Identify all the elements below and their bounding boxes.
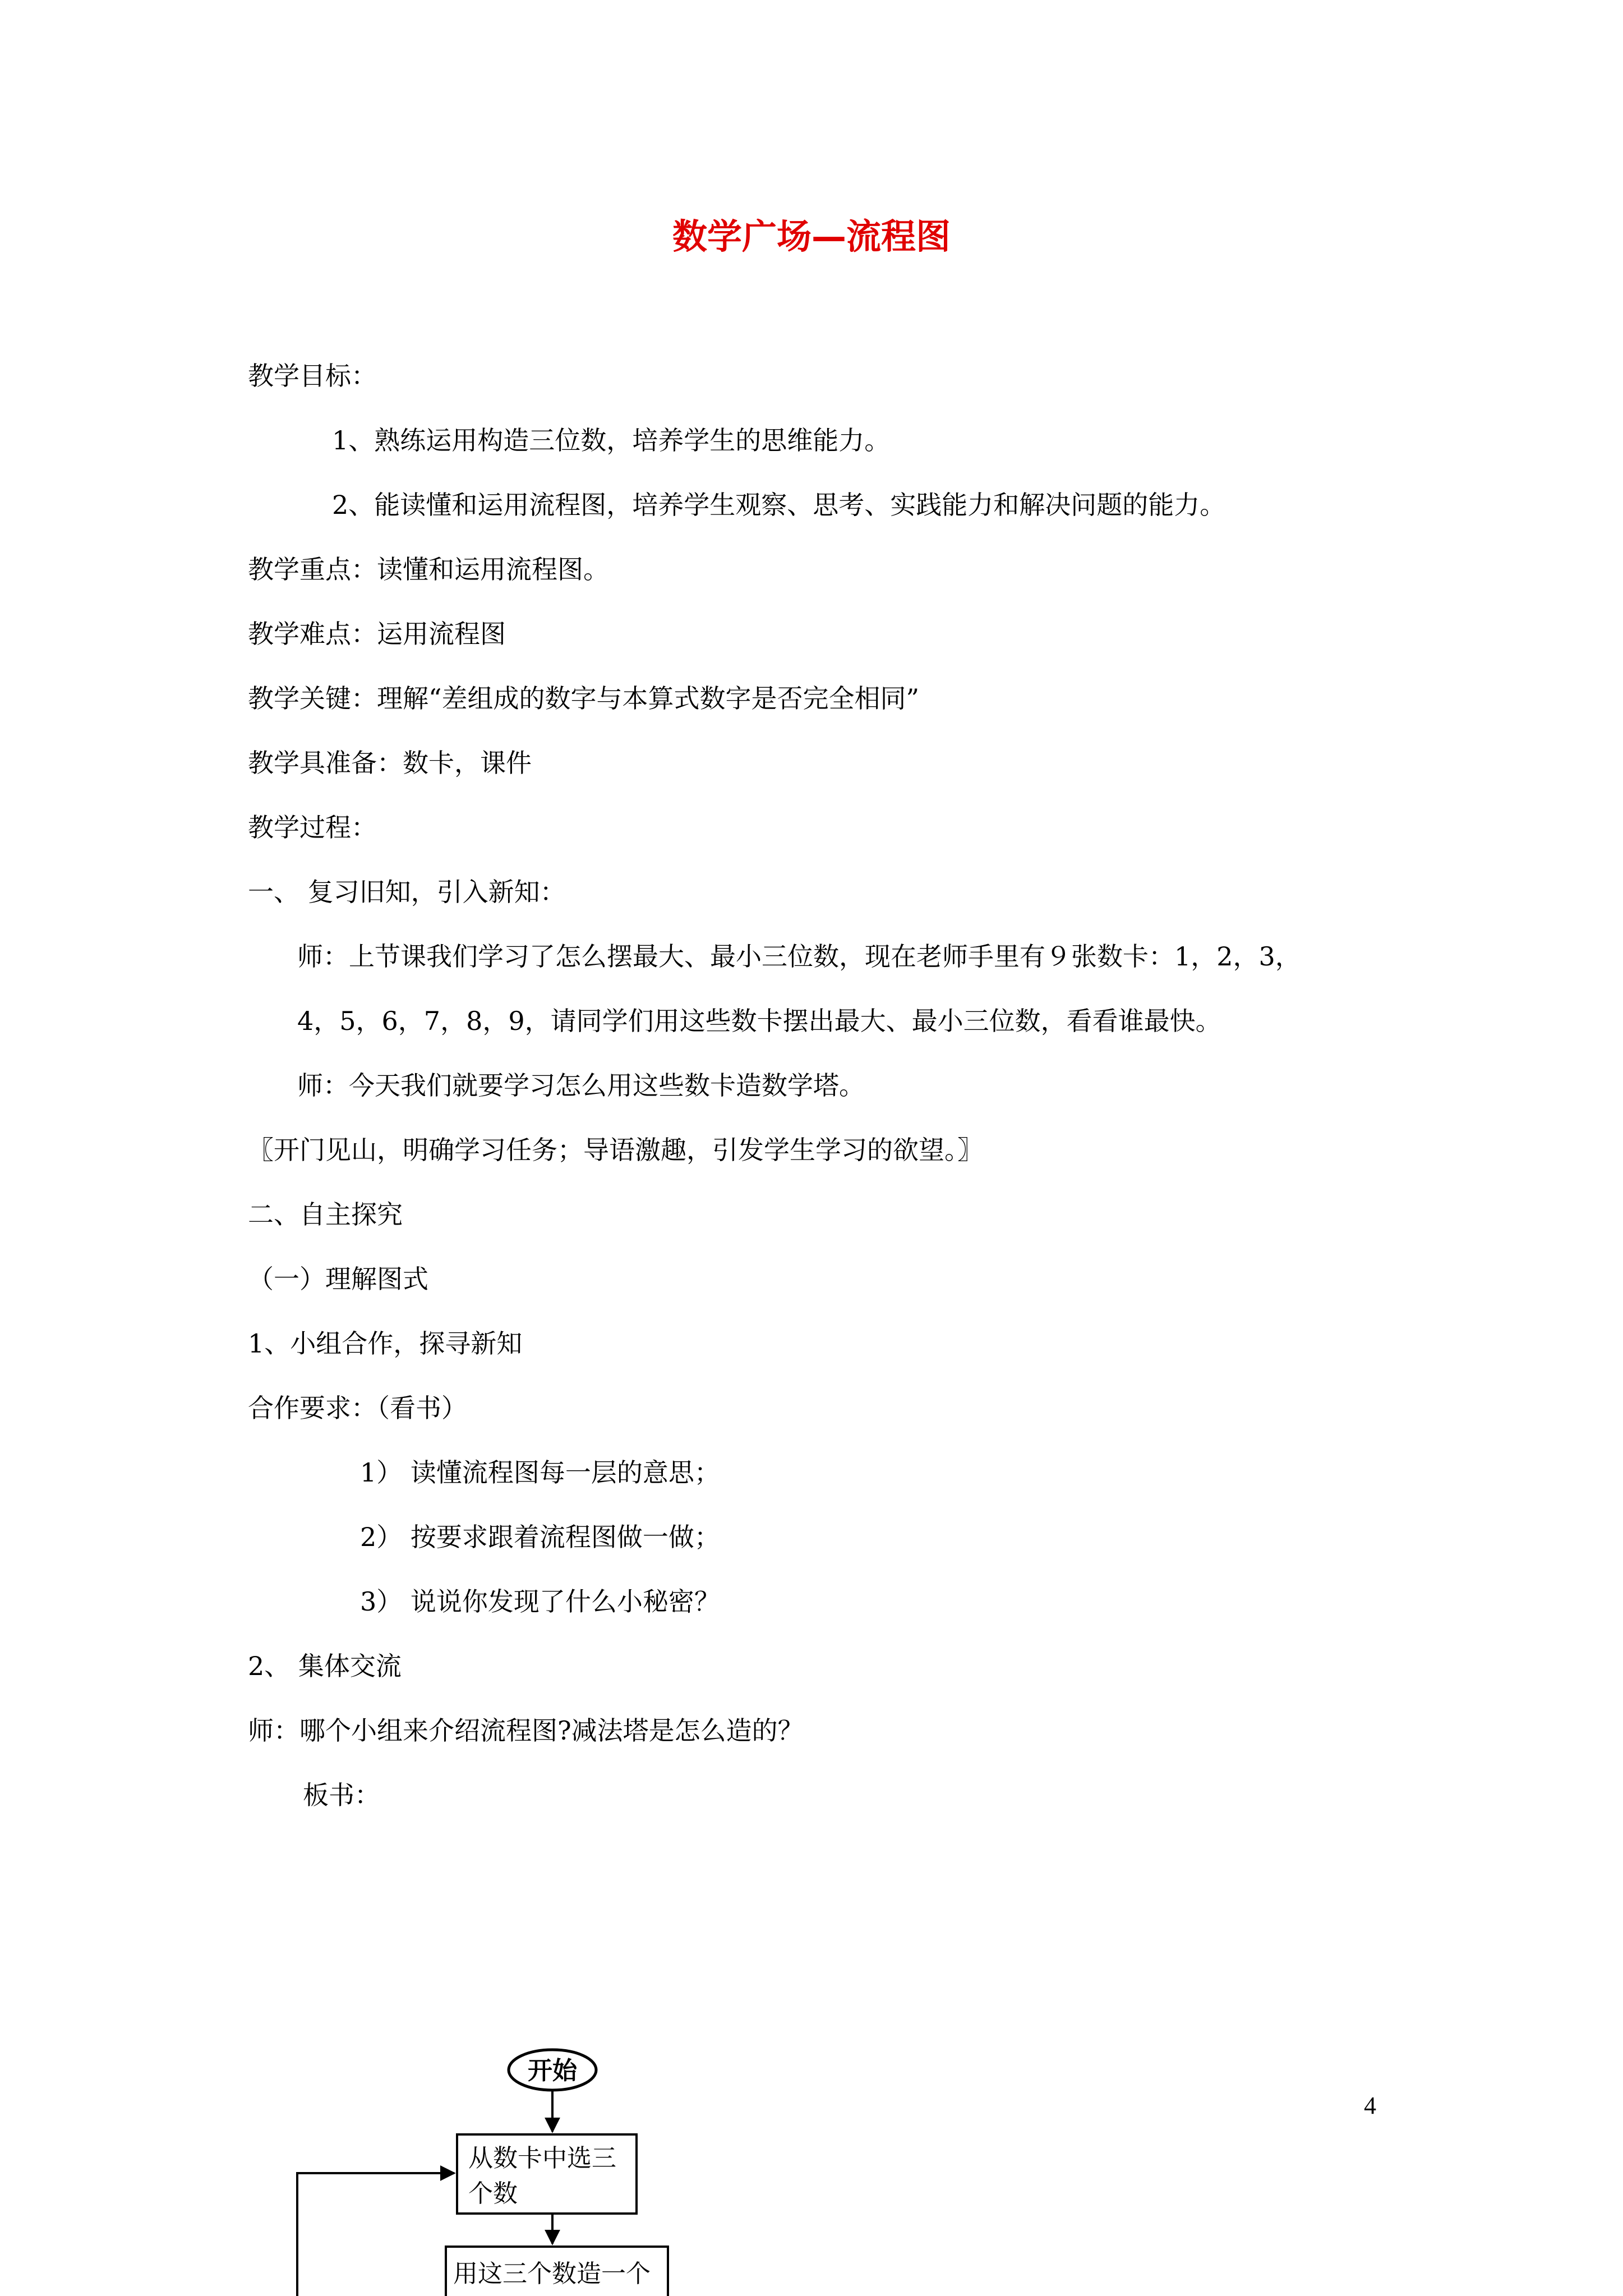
text-line: 3） 说说你发现了什么小秘密？ <box>360 1586 720 1617</box>
text-line: 二、自主探究 <box>248 1199 403 1230</box>
flowchart-step1-label: 个数 <box>468 2179 518 2208</box>
text-line: 教学重点：读懂和运用流程图。 <box>248 554 609 585</box>
text-line: 教学关键：理解“差组成的数字与本算式数字是否完全相同” <box>248 683 920 714</box>
text-line: （一）理解图式 <box>248 1264 428 1294</box>
text-line: 2、能读懂和运用流程图，培养学生观察、思考、实践能力和解决问题的能力。 <box>332 490 1226 520</box>
text-line: 1） 读懂流程图每一层的意思； <box>360 1457 720 1488</box>
text-line: 教学具准备：数卡，课件 <box>248 748 532 778</box>
text-line: 师：上节课我们学习了怎么摆最大、最小三位数，现在老师手里有９张数卡：1，2，3， <box>297 941 1301 972</box>
text-line: 教学过程： <box>248 812 377 843</box>
text-line: 2） 按要求跟着流程图做一做； <box>360 1522 720 1552</box>
text-line: 师：哪个小组来介绍流程图?减法塔是怎么造的？ <box>248 1715 804 1746</box>
text-line: 一、 复习旧知，引入新知： <box>248 877 566 907</box>
page-number: 4 <box>1364 2092 1376 2119</box>
text-line: 1、小组合作，探寻新知 <box>248 1328 523 1359</box>
flowchart-step1-label: 从数卡中选三 <box>468 2144 616 2173</box>
text-line: 2、 集体交流 <box>248 1651 402 1681</box>
flowchart-loop-arrow <box>297 2173 454 2296</box>
flowchart-start-label: 开始 <box>528 2056 577 2085</box>
text-line: 教学难点：运用流程图 <box>248 619 506 649</box>
text-line: 师：今天我们就要学习怎么用这些数卡造数学塔。 <box>297 1070 865 1101</box>
text-line: 教学目标： <box>248 361 377 391</box>
text-line: 1、熟练运用构造三位数，培养学生的思维能力。 <box>332 425 891 455</box>
text-line: 4，5，6，7，8，9，请同学们用这些数卡摆出最大、最小三位数，看看谁最快。 <box>297 1006 1221 1036</box>
document-title: 数学广场—流程图 <box>672 216 951 257</box>
flowchart-step2-label: 用这三个数造一个 <box>453 2260 651 2288</box>
text-line: 〖开门见山，明确学习任务；导语激趣，引发学生学习的欲望。〗 <box>248 1135 983 1165</box>
text-line: 板书： <box>303 1780 380 1810</box>
text-line: 合作要求：（看书） <box>248 1393 467 1423</box>
